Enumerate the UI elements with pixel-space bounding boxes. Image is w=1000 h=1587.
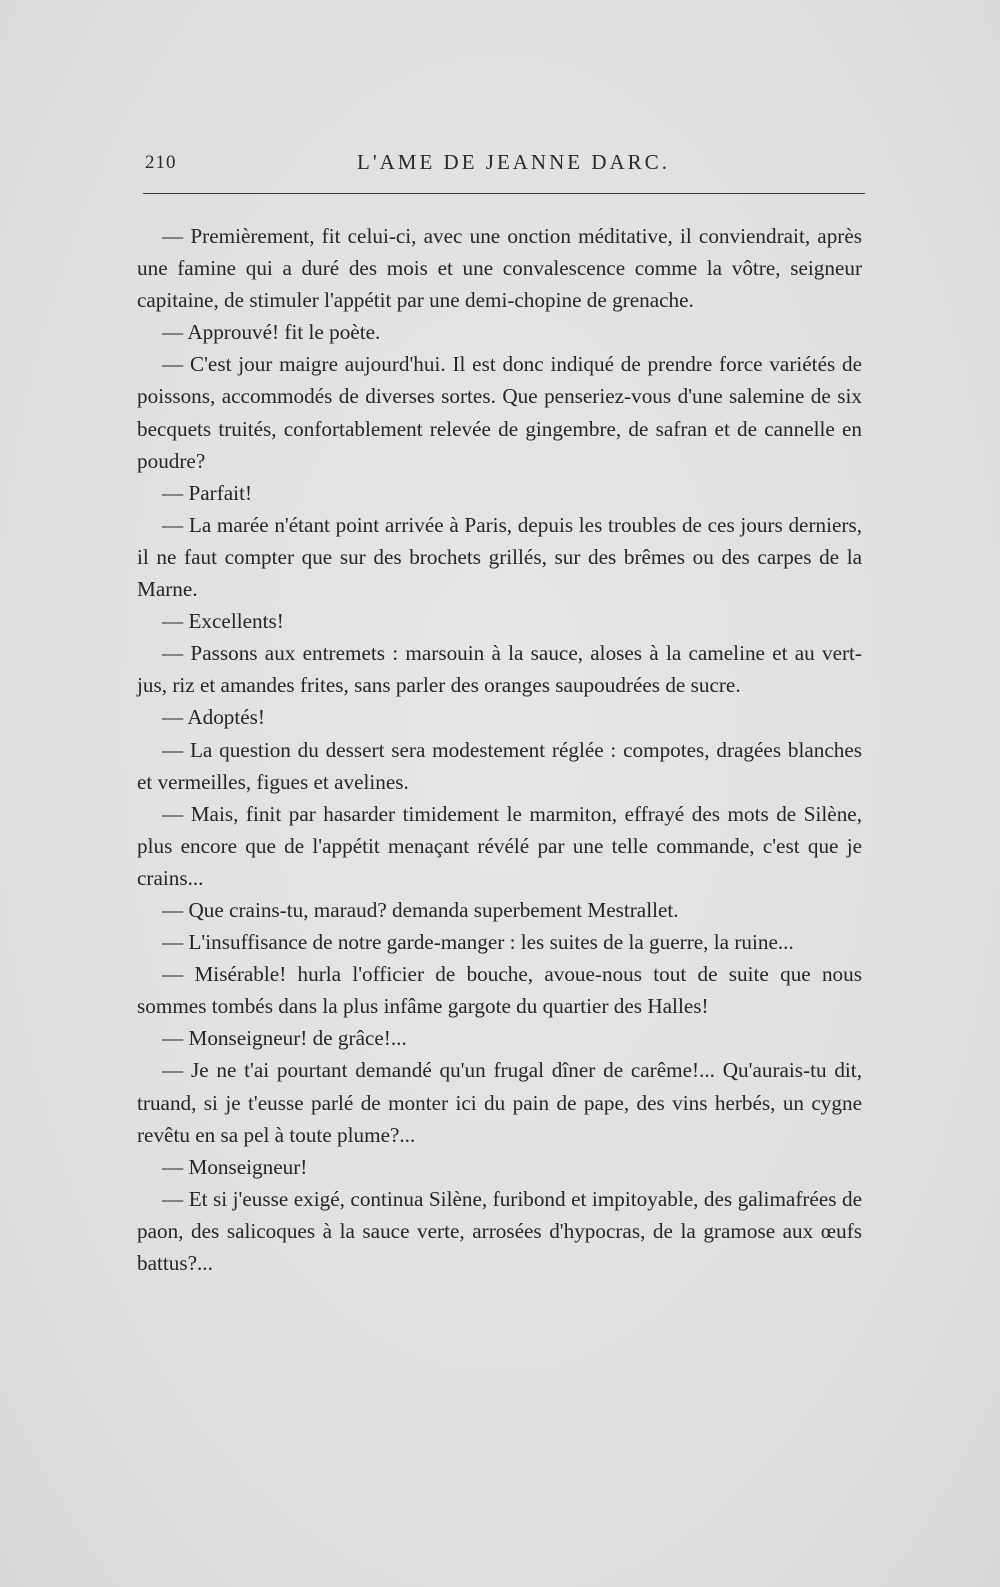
paragraph: — Passons aux entremets : marsouin à la sauce, aloses à la cameline et au vert-jus, riz et amandes frites, sans parler des oranges saupoudrées de sucre. — [137, 641, 862, 698]
paragraph: — Misérable! hurla l'officier de bouche, avoue-nous tout de suite que nous sommes tombés dans la plus infâme gargote du quartier des Halles! — [137, 962, 862, 1019]
paragraph: — La marée n'étant point arrivée à Paris, depuis les troubles de ces jours derniers, il ne faut compter que sur des brochets grillés, sur des brêmes ou des carpes de la Marne. — [137, 512, 862, 602]
paragraph: — Parfait! — [162, 480, 253, 505]
body-text — [137, 220, 862, 1279]
paragraph: — Et si j'eusse exigé, continua Silène, furibond et impitoyable, des galimafrées de paon, des salicoques à la sauce verte, arrosées d'hypocras, de la gramose aux œufs battus?... — [137, 1186, 862, 1275]
paragraph: — L'insuffisance de notre garde-manger : les suites de la guerre, la ruine... — [162, 930, 794, 955]
paragraph: — Monseigneur! de grâce!... — [162, 1026, 407, 1051]
paragraph: — Premièrement, fit celui-ci, avec une onction méditative, il conviendrait, après une famine qui a duré des mois et une convalescence comme la vôtre, seigneur capitaine, de stimuler l'appétit par une demi-chopine de grenache. — [137, 224, 862, 313]
paragraph: — Excellents! — [162, 609, 284, 634]
page-header — [145, 146, 865, 186]
paragraph: — Mais, finit par hasarder timidement le marmiton, effrayé des mots de Silène, plus encore que de l'appétit menaçant révélé par une telle commande, c'est que je crains... — [137, 801, 862, 890]
header-rule — [143, 193, 865, 194]
page-number: 210 — [145, 152, 177, 173]
paragraph: — Monseigneur! — [162, 1154, 308, 1179]
paragraph: — La question du dessert sera modestement réglée : compotes, dragées blanches et vermeilles, figues et avelines. — [137, 737, 862, 794]
paragraph: — Approuvé! fit le poète. — [162, 320, 381, 345]
running-title: L'AME DE JEANNE DARC. — [357, 150, 670, 174]
paragraph: — Adoptés! — [162, 705, 265, 730]
paragraph: — Que crains-tu, maraud? demanda superbement Mestrallet. — [162, 897, 679, 922]
paragraph: — Je ne t'ai pourtant demandé qu'un frugal dîner de carême!... Qu'aurais-tu dit, truand, si je t'eusse parlé de monter ici du pain de pape, des vins herbés, un cygne revêtu en sa pel à toute plume?... — [137, 1058, 862, 1147]
paragraph: — C'est jour maigre aujourd'hui. Il est donc indiqué de prendre force variétés de poissons, accommodés de diverses sortes. Que penseriez-vous d'une salemine de six becquets truités, confortablement relevée de gingembre, de safran et de cannelle en poudre? — [137, 352, 862, 473]
